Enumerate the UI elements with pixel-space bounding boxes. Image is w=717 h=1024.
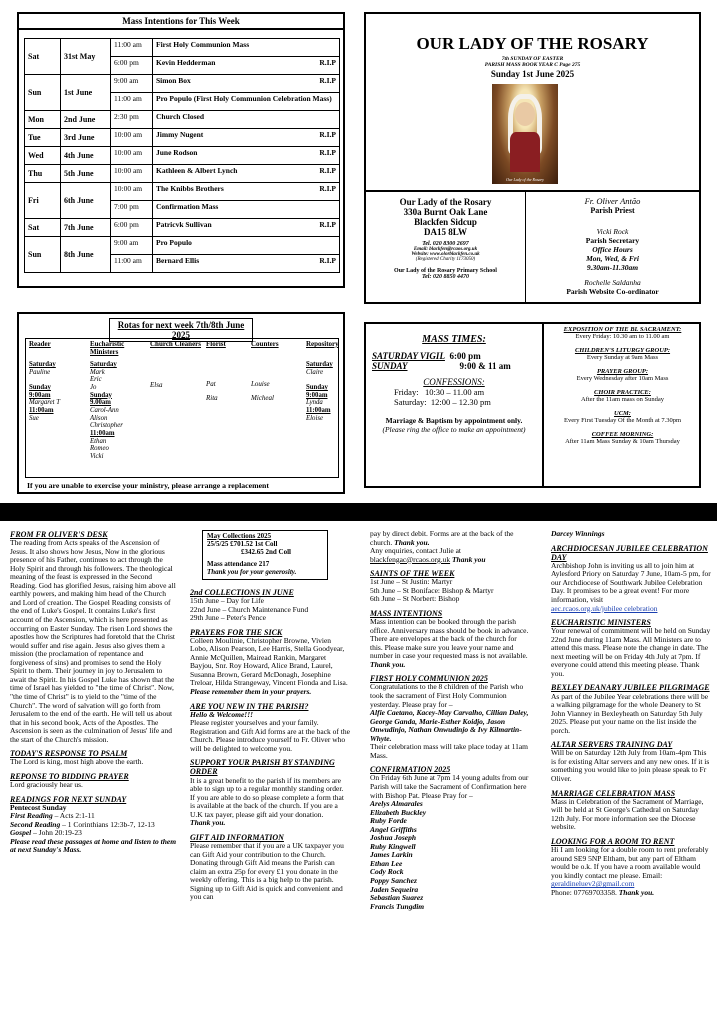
group-text: After the 11am mass on Sunday — [581, 396, 664, 404]
secretary-role: Parish Secretary — [585, 236, 640, 245]
web-coordinator-role: Parish Website Co-ordinator — [566, 287, 659, 296]
rota-reader — [29, 361, 87, 422]
intention-person: Jimmy Nugent — [156, 130, 204, 139]
office-hours-label: Office Hours — [592, 245, 633, 254]
rota-entry: Sunday — [29, 384, 51, 392]
altar-title: ALTAR SERVERS TRAINING DAY — [551, 740, 673, 750]
room-phone: Phone: 07769703358. Thank you. — [551, 887, 655, 897]
rota-entry: Romeo — [90, 445, 109, 453]
intention-date: 6th June — [61, 183, 111, 219]
intention-person: June Rodson — [156, 148, 198, 157]
office-days: Mon, Wed, & Fri — [586, 254, 639, 263]
group-text: Every Wednesday after 10am Mass — [576, 375, 669, 383]
rota-header: Reader — [29, 340, 51, 348]
intention-date: 7th June — [61, 219, 111, 237]
marriage-note: Marriage & Baptism by appointment only. — [385, 416, 523, 425]
rota-counters — [251, 381, 274, 409]
standing-thanks: Thank you. — [190, 818, 226, 828]
intention-time: 6:00 pm — [111, 219, 153, 237]
rota-entry: Claire — [306, 368, 324, 376]
group-title: COFFEE MORNING: — [591, 430, 654, 438]
intention-person: Bernard Ellis — [156, 256, 200, 265]
sick-text: Colleen Moulinie, Christopher Browne, Vivien Lobo, Alison Pearson, Lee Harris, Stella Goodyear, Annie McQuillen, Mairead Rankin, Margaret Bayjou, Snr. Roy Howard, Alice Brand, Laurel, Susanna Brown, Gerard McDonagh, Josephine Treloar, Hilda Strangeway, Vincent Fionda and Lisa. — [190, 635, 348, 688]
intention-time: 10:00 am — [111, 129, 153, 147]
school-name: Our Lady of the Rosary Primary School — [394, 268, 497, 274]
group-title: CHOIR PRACTICE: — [594, 388, 651, 396]
group-text: Every First Tuesday Of the Month at 7.30pm — [564, 417, 681, 425]
rota-header: Florist — [206, 340, 226, 348]
intention-name — [153, 39, 340, 57]
intention-date: 3rd June — [61, 129, 111, 147]
rota-ministers — [90, 361, 146, 461]
sunday-name: 7th SUNDAY OF EASTER — [501, 56, 564, 62]
rota-entry: Rita — [206, 393, 218, 402]
enquiries-email[interactable]: blackfengac@rcaos.org.uk Thank you — [370, 554, 486, 564]
intention-row — [25, 39, 340, 57]
bidding-title: REPONSE TO BIDDING PRAYER — [10, 771, 129, 781]
rota-entry — [306, 376, 340, 384]
rota-entry: 11:00am — [306, 407, 331, 415]
group-text: Every Sunday at 9am Mass — [586, 354, 659, 362]
rotas-box — [17, 312, 345, 494]
second-collections-title: 2nd COLLECTIONS IN JUNE — [190, 587, 294, 597]
intention-rip: R.I.P — [319, 148, 336, 157]
intention-person: Confirmation Mass — [156, 202, 219, 211]
intention-time: 11:00 am — [111, 39, 153, 57]
intention-person: Church Closed — [156, 112, 204, 121]
marriage-mass-text: Mass in Celebration of the Sacrament of Marriage, will be held at St George's Cathedral on Saturday 12th July. For more information see the Diocese website. — [551, 796, 704, 832]
secretary-name: Vicki Rock — [596, 227, 629, 236]
fhc-text: Congratulations to the 8 children of the Parish who took the sacrament of First Holy Communion yesterday. Please pray for – — [370, 682, 524, 709]
intention-date: 1st June — [61, 75, 111, 111]
intention-name — [153, 129, 340, 147]
friday-confessions: Friday: 10:30 – 11.00 am — [394, 387, 485, 397]
new-hello: Hello & Welcome!!! — [190, 709, 254, 719]
intention-time: 11:00 am — [111, 255, 153, 273]
psalm-response: The Lord is king, most high above the earth. — [10, 757, 144, 767]
rota-entry: 9.00am — [90, 399, 111, 407]
marriage-appointment: (Please ring the office to make an appointment) — [382, 425, 526, 434]
rota-florist — [206, 381, 218, 409]
intention-name — [153, 111, 340, 129]
rota-entry: Ethan — [90, 437, 107, 445]
mass-times-title: MASS TIMES: — [422, 334, 486, 345]
intention-date: 2nd June — [61, 111, 111, 129]
altar-text: Will be on Saturday 12th July from 10am-4pm This is for existing Altar servers and any new ones. If it is something you would like to join please speak to Fr Oliver. — [551, 748, 710, 784]
group-title: PRAYER GROUP: — [596, 367, 649, 375]
rota-entry: Saturday — [29, 361, 56, 368]
intention-day: Sat — [25, 219, 61, 237]
rota-entry: Margaret T — [29, 399, 61, 407]
intention-person: The Knibbs Brothers — [156, 184, 224, 193]
sick-note: Please remember them in your prayers. — [190, 686, 312, 696]
second-collection-item: 22nd June – Church Maintenance Fund — [190, 604, 309, 614]
room-email[interactable]: geraldineluev2@gmail.com — [551, 879, 635, 889]
group-title: CHILDREN'S LITURGY GROUP: — [574, 346, 671, 354]
confirmand-name: Ruby Kingwell — [370, 841, 416, 851]
rota-repository — [306, 361, 340, 422]
group-text: Every Friday: 10.30 am to 11.00 am — [575, 333, 670, 341]
parish-website[interactable]: Website: www.olorblackfen.co.uk — [411, 252, 480, 257]
jubilee-link[interactable]: aec.rcaos.org.uk/jubilee celebration — [551, 603, 658, 613]
gospel-reading: Gospel – John 20:19-23 — [10, 828, 82, 838]
confirmation-title: CONFIRMATION 2025 — [370, 765, 451, 775]
intention-rip: R.I.P — [319, 58, 336, 67]
rota-cleaners: Elsa — [150, 381, 163, 389]
group-text: After 11am Mass Sunday & 10am Thursday — [565, 438, 680, 446]
rota-entry: 11:00am — [90, 430, 115, 438]
saints-list — [370, 578, 530, 604]
mass-times-box — [364, 322, 701, 488]
intention-name — [153, 57, 340, 75]
mass-book: PARISH MASS BOOK YEAR C Page 275 — [484, 62, 581, 68]
staff-block — [526, 190, 699, 302]
saint-item: 1st June – St Justin: Martyr — [370, 577, 453, 587]
intention-row — [25, 183, 340, 201]
image-caption: Our Lady of the Rosary — [506, 177, 544, 182]
rota-entry: Alison — [90, 414, 108, 422]
intention-person: Kathleen & Albert Lynch — [156, 166, 238, 175]
church-name: Our Lady of the Rosary — [399, 197, 492, 207]
intention-name — [153, 255, 340, 273]
intention-day: Sun — [25, 237, 61, 273]
group-title: EXPOSITION OF THE BL SACRAMENT: — [563, 326, 682, 333]
rota-entry: Mark — [90, 368, 105, 376]
column-4 — [551, 530, 711, 897]
first-reading: First Reading – Acts 2:1-11 — [10, 811, 95, 821]
intentions-info-thanks: Thank you. — [370, 659, 406, 669]
intention-time: 10:00 am — [111, 165, 153, 183]
rota-headers — [26, 341, 340, 361]
intention-person: Pro Populo (First Holy Communion Celebration Mass) — [156, 94, 332, 103]
intention-day: Tue — [25, 129, 61, 147]
intention-rip: R.I.P — [319, 256, 336, 265]
intention-person: Pro Populo — [156, 238, 192, 247]
charity-number: (Registered Charity 1173050) — [415, 257, 476, 262]
intention-time: 10:00 am — [111, 147, 153, 165]
second-collection-item: 15th June – Day for Life — [190, 595, 264, 605]
second-reading: Second Reading – 1 Corinthians 12:3b-7, 12-13 — [10, 819, 155, 829]
intention-person: Patricvk Sullivan — [156, 220, 212, 229]
rota-entry: Saturday — [306, 361, 333, 368]
psalm-title: TODAY'S RESPONSE TO PSALM — [10, 749, 128, 759]
intention-time: 10:00 am — [111, 183, 153, 201]
sunday-row: SUNDAY 9:00 & 11 am — [372, 361, 511, 371]
intention-time: 7:00 pm — [111, 201, 153, 219]
office-time: 9.30am-11.30am — [586, 263, 639, 272]
column-2 — [190, 530, 350, 902]
gift-aid-text: Please remember that if you are a UK taxpayer you can Gift Aid your contribution to the Church. Donating through Gift Aid means the Parish can claim an extra 25p for every £1 you donate in the weekly offering. This is a big help to the parish. Signing up to Gift Aid is quick and convenient and you can — [190, 840, 344, 902]
priest-role: Parish Priest — [590, 206, 635, 215]
second-collections-list — [190, 597, 350, 623]
rota-entry: 9:00am — [29, 391, 51, 399]
confirmand-name: Sebastian Suarez — [370, 893, 424, 903]
confirmand-name: Jaden Sequeira — [370, 884, 419, 894]
saint-item: 6th June – St Norbert: Bishop — [370, 594, 460, 604]
rota-entry: Vicki — [90, 453, 104, 461]
saint-item: 5th June – St Boniface: Bishop & Martyr — [370, 585, 494, 595]
rota-entry: Louise — [251, 380, 270, 388]
standing-text: It is a great benefit to the parish if its members are able to sign up to a regular monthly standing order. If you are able to do so please complete a form that is available at the back of the church. If you are a U.K tax payer, please gift aid your donation. — [190, 775, 344, 819]
intentions-info-title: MASS INTENTIONS — [370, 608, 443, 618]
intention-name — [153, 147, 340, 165]
intentions-table — [24, 38, 340, 273]
intentions-info-text: Mass intention can be booked through the parish office. Anniversary mass should be book in advance. There are envelopes at the back of the church for this. Please make sure you leave your name and number in case your requested mass is not available. — [370, 617, 529, 661]
intention-rip: R.I.P — [319, 184, 336, 193]
priest-name: Fr. Oliver Antão — [584, 196, 641, 206]
intention-name — [153, 75, 340, 93]
intention-name — [153, 183, 340, 201]
address-street: 330a Burnt Oak Lane — [403, 207, 488, 217]
jubilee-text: Archbishop John is inviting us all to join him at Aylesford Priory on Saturday 7 June, 10am-5 pm, for our Archdiocese of Southwark Jubilee Celebration Day. It promises to be a great event! For more information, visit — [551, 560, 711, 604]
intention-person: Kevin Hedderman — [156, 58, 216, 67]
madonna-image — [492, 84, 558, 184]
parish-header-box — [364, 12, 701, 304]
rota-entry: Saturday — [90, 361, 117, 368]
address-town: Blackfen Sidcup — [414, 217, 477, 227]
parish-email[interactable]: Email: blackfen@rcaos.org.uk — [413, 247, 478, 252]
school-phone: Tel: 020 8850 4470 — [422, 274, 469, 280]
readings-note: Please read these passages at home and listen to them at next Sunday's Mass. — [10, 836, 177, 855]
standing-title: SUPPORT YOUR PARISH BY STANDING ORDER — [190, 758, 335, 777]
rota-entry: Sue — [29, 414, 39, 422]
confirmand-name: Elizabeth Buckley — [370, 807, 427, 817]
intention-name — [153, 93, 340, 111]
rota-entry: Sunday — [306, 384, 328, 392]
confirmand-name: Ruby Forde — [370, 816, 407, 826]
new-parish-title: ARE YOU NEW IN THE PARISH? — [190, 701, 309, 711]
jubilee-title: ARCHDIOCESAN JUBILEE CELEBRATION DAY — [551, 543, 708, 562]
intention-row — [25, 237, 340, 255]
rota-entry: Micheal — [251, 393, 274, 402]
intention-day: Fri — [25, 183, 61, 219]
intention-date: 4th June — [61, 147, 111, 165]
collections-box: May Collections 2025 25/5/25 £701.52 1st Coll £342.65 2nd Coll Mass attendance 217 Thank you for your generosity. — [202, 530, 328, 580]
readings-title: READINGS FOR NEXT SUNDAY — [10, 794, 127, 804]
em-title: EUCHARISTIC MINISTERS — [551, 618, 651, 628]
confirmation-text: On Friday 6th June at 7pm 14 young adults from our Parish will take the Sacrament of Confirmation here with Bishop Pat. Please Pray for – — [370, 773, 529, 800]
rota-entry: Eric — [90, 376, 102, 384]
address-postcode: DA15 8LW — [424, 227, 467, 237]
intention-time: 2:30 pm — [111, 111, 153, 129]
intention-name — [153, 165, 340, 183]
confirmand-name: Arelys Almarales — [370, 799, 423, 809]
confessions-title: CONFESSIONS: — [423, 377, 485, 387]
rota-entry: Pauline — [29, 368, 51, 376]
room-title: LOOKING FOR A ROOM TO RENT — [551, 836, 675, 846]
saturday-confessions: Saturday: 12:00 – 12.30 pm — [394, 397, 491, 407]
confirmand-name: Ethan Lee — [370, 858, 403, 868]
address-block — [366, 190, 526, 302]
column-1 — [10, 530, 178, 855]
confirmand-name: Cody Rock — [370, 867, 404, 877]
rota-entry: Christopher — [90, 422, 123, 430]
rota-header: Counters — [251, 340, 279, 348]
vigil-row: SATURDAY VIGIL 6:00 pm — [372, 351, 481, 361]
bexley-title: BEXLEY DEANARY JUBILEE PILGRIMAGE — [551, 683, 710, 693]
intention-date: 31st May — [61, 39, 111, 75]
rota-header: Church Cleaners — [150, 340, 202, 348]
intention-day: Wed — [25, 147, 61, 165]
confirmand-name: James Larkin — [370, 850, 413, 860]
intention-row — [25, 75, 340, 93]
intention-person: First Holy Communion Mass — [156, 40, 250, 49]
web-coordinator-name: Rochelle Saldanha — [584, 278, 641, 287]
intention-row — [25, 111, 340, 129]
fhc-celebration: Their celebration mass will take place today at 11am Mass. — [370, 742, 528, 760]
intention-time: 9:00 am — [111, 75, 153, 93]
intention-name — [153, 201, 340, 219]
intention-day: Sun — [25, 75, 61, 111]
group-title: UCM: — [614, 409, 631, 417]
intentions-title: Mass Intentions for This Week — [19, 14, 343, 30]
rota-entry: Pat — [206, 380, 216, 388]
intention-row — [25, 129, 340, 147]
enquiries: Any enquiries, contact Julie at — [370, 546, 462, 556]
bidding-response: Lord graciously hear us. — [10, 780, 83, 789]
desk-text: The reading from Acts speaks of the Ascension of Jesus. It also shows how Jesus, Now in the glorious presence of his Father, continues to act through the Holy Spirit and through his followers. The theological meaning of the feast is expressed in the Second Reading. God has glorified Jesus, raising him above all earthly powers, and making him head of the Church and Lord of creation. The Gospel Reading consists of the end of Luke's Gospel. It contains Luke's first account of the Ascension, which is here presented as occurring on Easter Sunday. The risen Lord shows the apostles how the Scriptures had foretold that the Christ would suffer and rise again. Jesus also gives them a mission (the proclamation of repentance and forgiveness of sins) and promises to send the Holy Spirit to them. Their journey in joy to Jerusalem to await the Spirit. In his Gospel Luke has shown that the time of Israel has yielded to "the time of Christ". Now, "the time of Christ" is to yield to the "time of the Church". The word of salvation will go forth from Jerusalem to the end of the earth. He will tell us about that in his second book, Acts of the Apostles. The Ascension is seen as the culmination of Jesus' life and the start of the Church's mission. — [10, 538, 176, 744]
confirmation-names — [370, 800, 530, 911]
intention-row — [25, 219, 340, 237]
sick-title: PRAYERS FOR THE SICK — [190, 627, 283, 637]
em-text: Your renewal of commitment will be held on Sunday 22nd June during 11am Mass. All Ministers are to attend this mass. Please note the change in date. The next meeting will be on Friday 4th July at 7pm. If everyone could attend this meeting please. Thank you. — [551, 626, 711, 678]
rota-entry: Carol-Ann — [90, 407, 119, 415]
confirmand-name: Poppy Sanchez — [370, 876, 417, 886]
rota-header: Eucharistic Ministers — [90, 340, 125, 356]
page-divider — [0, 503, 717, 521]
marriage-mass-title: MARRIAGE CELEBRATION MASS — [551, 788, 676, 798]
rotas-footer: If you are unable to exercise your ministry, please arrange a replacement — [27, 481, 269, 490]
rotas-grid — [25, 338, 339, 478]
intention-name — [153, 219, 340, 237]
intention-date: 5th June — [61, 165, 111, 183]
intention-day: Sat — [25, 39, 61, 75]
rota-entry — [29, 376, 87, 384]
parish-phone: Tel. 020 8300 2697 — [422, 241, 469, 247]
header-date: Sunday 1st June 2025 — [490, 69, 575, 79]
rotas-title: Rotas for next week 7th/8th June 2025 — [109, 318, 253, 342]
intention-row — [25, 147, 340, 165]
intention-rip: R.I.P — [319, 76, 336, 85]
parish-title: OUR LADY OF THE ROSARY — [416, 34, 649, 53]
intention-name — [153, 237, 340, 255]
rota-entry: Lynda — [306, 399, 323, 407]
new-text: Please register yourselves and your family. Registration and Gift Aid forms are at the back of the Church. Please introduce yourself to Fr. Oliver who will be delighted to welcome you. — [190, 718, 350, 753]
intention-time: 11:00 am — [111, 93, 153, 111]
saints-title: SAINTS OF THE WEEK — [370, 569, 455, 579]
intention-day: Thu — [25, 165, 61, 183]
rota-entry: 9:00am — [306, 391, 328, 399]
rota-entry: Sunday — [90, 391, 112, 399]
mass-intentions-box — [17, 12, 345, 288]
gift-aid-cont: pay by direct debit. Forms are at the back of the church. Thank you. — [370, 529, 514, 547]
intention-row — [25, 165, 340, 183]
intention-person: Simon Box — [156, 76, 191, 85]
intention-rip: R.I.P — [319, 220, 336, 229]
rota-header: Repository — [306, 340, 339, 348]
rota-entry: Jo — [90, 384, 97, 392]
gift-aid-title: GIFT AID INFORMATION — [190, 832, 284, 842]
groups-list — [546, 324, 699, 446]
intention-rip: R.I.P — [319, 130, 336, 139]
intention-date: 8th June — [61, 237, 111, 273]
rota-entry: 11:00am — [29, 407, 54, 415]
fhc-names: Alfie Caetano, Kacey-May Carvalho, Cillian Daley, George Ganda, Marie-Esther Koidjo, Jason Onwudinjo, Nathan Onwudinjo & Ivy Kilmartin-Whyte. — [370, 708, 529, 743]
darcey-name: Darcey Winnings — [551, 529, 605, 538]
second-collection-item: 29th June – Peter's Pence — [190, 613, 266, 623]
fhc-title: FIRST HOLY COMMUNION 2025 — [370, 674, 488, 684]
confirmand-name: Joshua Joseph — [370, 833, 417, 843]
bexley-text: As part of the Jubilee Year celebrations there will be a walking pilgramage for the whole Deanery to St John Vianney in Bexleyheath on Saturday 5th July 2025. Please put your name on the list inside the porch. — [551, 691, 709, 735]
intention-day: Mon — [25, 111, 61, 129]
room-text: Hi I am looking for a double room to rent preferably around SE9 5NP Eltham, but any part of Eltham would be o.k. If you have a room available would you kindly contact me please. Email: — [551, 844, 709, 880]
desk-title: FROM FR OLIVER'S DESK — [10, 530, 108, 539]
intention-time: 6:00 pm — [111, 57, 153, 75]
intention-rip: R.I.P — [319, 166, 336, 175]
confirmand-name: Francis Tungdim — [370, 901, 425, 911]
intention-time: 9:00 am — [111, 237, 153, 255]
column-3 — [370, 530, 530, 911]
confirmand-name: Angel Griffiths — [370, 824, 417, 834]
pentecost-label: Pentecost Sunday — [10, 802, 67, 812]
rota-entry: Eloise — [306, 414, 323, 422]
